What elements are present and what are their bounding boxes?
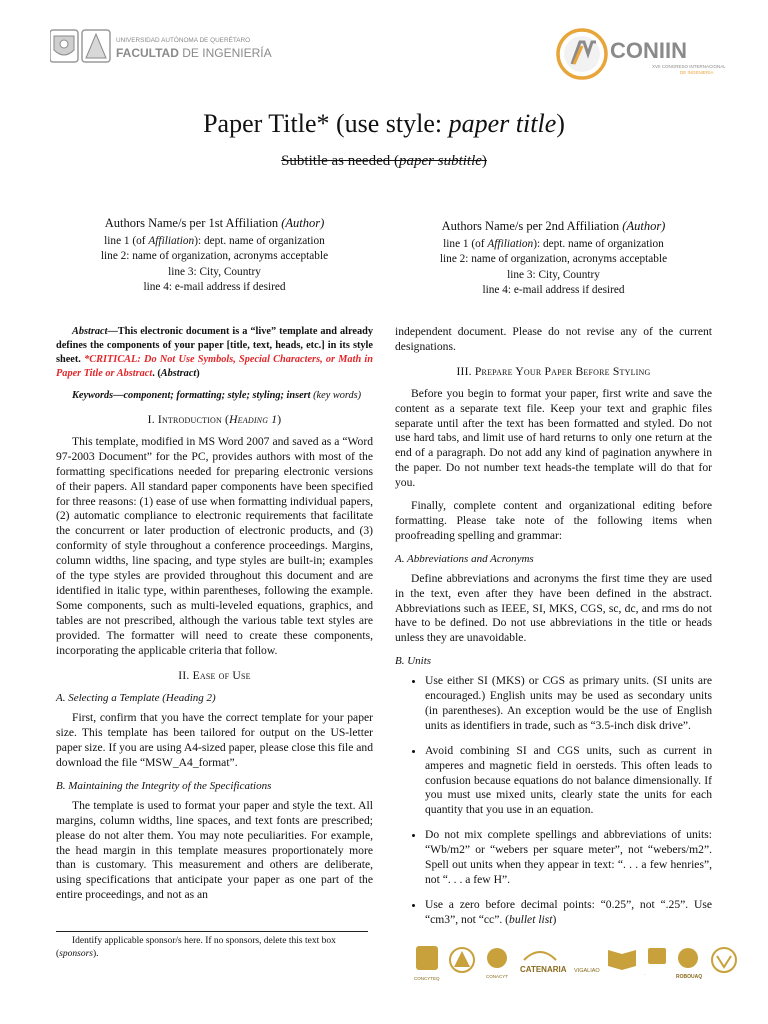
subtitle-style-name: paper subtitle <box>398 153 482 169</box>
svg-text:CONCYTEQ: CONCYTEQ <box>414 976 440 981</box>
author-role: (Author) <box>622 219 666 233</box>
keywords-text: Keywords—component; formatting; style; styling; insert <box>72 390 314 401</box>
faculty-name-rest: DE INGENIERÍA <box>178 46 272 60</box>
svg-text:VIGALIAO: VIGALIAO <box>574 968 600 974</box>
abstract-tag: Abstract <box>160 368 197 379</box>
heading-maintaining-integrity: B. Maintaining the Integrity of the Specifications <box>56 779 272 792</box>
title-close: ) <box>556 109 565 138</box>
concyteq-logo-icon <box>414 946 440 981</box>
coniin-subtitle-1: XVII CONGRESO INTERNACIONAL <box>652 64 726 69</box>
heading-text: I. Introduction ( <box>147 413 230 426</box>
svg-text:FACULTAD DE INGENIERÍA <box>116 45 272 60</box>
robot-emblem-icon <box>644 948 666 977</box>
heading-abbreviations: A. Abbreviations and Acronyms <box>395 552 534 565</box>
faculty-crest-icon <box>82 30 110 62</box>
abstract-label: Abstract <box>72 326 108 337</box>
selecting-template-paragraph: First, confirm that you have the correct template for your paper size. This template has been tailored for output on the US-letter paper size. If you are using A4-sized paper, please close this file and download the file “MSW_A4_format”. <box>56 711 373 770</box>
sponsor-footnote <box>56 935 376 961</box>
keywords <box>56 389 373 403</box>
affil-prefix: line 1 (of <box>443 237 488 250</box>
bullet-close: ) <box>552 912 557 926</box>
author-name-text: Authors Name/s per 2nd Affiliation <box>441 219 623 233</box>
list-item <box>425 898 712 928</box>
author-block-1 <box>56 216 373 296</box>
heading-close: ) <box>277 413 282 426</box>
title-main: Paper Title* (use style: <box>203 109 449 138</box>
abstract-end: . ( <box>152 368 161 379</box>
coniin-logo <box>552 24 742 86</box>
affiliation-line-3: line 3: City, Country <box>507 268 600 281</box>
affiliation-line-3: line 3: City, Country <box>168 265 261 278</box>
svg-text:CATENARIA: CATENARIA <box>520 965 567 974</box>
author-name-2 <box>395 219 712 235</box>
sponsor-logos <box>412 940 742 985</box>
subtitle-main: Subtitle as needed ( <box>281 153 399 169</box>
coniin-emblem-icon <box>558 30 606 78</box>
heading-units: B. Units <box>395 655 432 668</box>
list-item: • Do not mix complete spellings and abbreviations of units: “Wb/m2” or “webers per square meter”, not “webers/m2”. Spell out units when they appear in text: “. . . a few henries”, not “. . . a few H”. <box>425 828 712 888</box>
left-column <box>56 325 373 911</box>
coniin-wordmark: CONIIN <box>610 38 687 63</box>
prepare-paragraph-2: Finally, complete content and organizational editing before formatting. Please take note of the following items when proofreading spelling and grammar: <box>395 499 712 542</box>
footnote-end: ). <box>92 949 99 959</box>
vigaliao-logo-icon <box>574 968 600 974</box>
list-item: • Avoid combining SI and CGS units, such as current in amperes and magnetic field in oersteds. This often leads to confusion because equations do not balance dimensionally. If you must use mixed units, clearly state the units for each quantity that you use in an equation. <box>425 744 712 819</box>
heading-tag: Heading 1 <box>229 413 278 426</box>
keywords-tag: (key words) <box>313 390 362 401</box>
affiliation-line-2: line 2: name of organization, acronyms acceptable <box>439 253 668 265</box>
footnote-tag: sponsors <box>59 949 93 959</box>
paper-title <box>0 108 768 140</box>
affil-prefix: line 1 (of <box>104 234 149 247</box>
abstract-critical-note: *CRITICAL: Do Not Use Symbols, Special Characters, or Math in Paper Title or Abstract <box>56 354 373 379</box>
coniin-subtitle-2: DE INGENIERÍA <box>680 70 714 75</box>
faculty-name-bold: FACULTAD <box>116 46 179 60</box>
prepare-paragraph-1: Before you begin to format your paper, first write and save the content as a separate text file. Keep your text and graphic files separate until after the text has been formatted and styled. Do not use hard tabs, and limit use of hard returns to only one return at the end of a paragraph. Do not add any kind of pagination anywhere in the paper. Do not number text heads-the template will do that for you. <box>395 386 712 490</box>
units-bullet-list <box>395 674 712 928</box>
abstract-close: ) <box>196 368 200 379</box>
heading-ease-of-use: II. Ease of Use <box>178 668 251 682</box>
heading-introduction <box>56 413 373 428</box>
introduction-paragraph: This template, modified in MS Word 2007 and saved as a “Word 97-2003 Document” for the PC, provides authors with most of the formatting specifications needed for preparing electronic versions of their papers. All standard paper components have been specified for three reasons: (1) ease of use when formatting individual papers, (2) automatic compliance to electronic requirements that facilitate the concurrent or later production of electronic products, and (3) conformity of style throughout a conference proceedings. Margins, column widths, line spacing, and type styles are built-in; examples of the type styles are provided throughout this document and are identified in italic type, within parentheses, following the example. Some components, such as multi-leveled equations, graphics, and tables are not prescribed, although the various table text styles are provided. The formatter will need to create these components, incorporating the applicable criteria that follow. <box>56 434 373 657</box>
author-name-1 <box>56 216 373 232</box>
maintaining-integrity-continued: independent document. Please do not revise any of the current designations. <box>395 325 712 353</box>
title-style-name: paper title <box>448 109 557 138</box>
university-name-text: UNIVERSIDAD AUTÓNOMA DE QUERÉTARO <box>116 37 251 44</box>
author-block-2 <box>395 219 712 299</box>
robouaq-logo-icon <box>676 948 702 980</box>
affil-tag: Affiliation <box>487 237 534 250</box>
affiliation-line-1 <box>395 237 712 253</box>
conacyt-logo-icon <box>486 948 508 979</box>
university-seal-icon <box>50 30 78 62</box>
paper-subtitle <box>0 153 768 170</box>
author-name-text: Authors Name/s per 1st Affiliation <box>104 216 282 230</box>
abstract <box>56 325 373 381</box>
svg-text:CONACYT: CONACYT <box>486 974 509 979</box>
affiliation-line-4: line 4: e-mail address if desired <box>143 281 286 293</box>
bullet-tag: bullet list <box>509 912 553 926</box>
heading-selecting-template: A. Selecting a Template (Heading 2) <box>56 692 216 705</box>
seal-emblem-icon <box>712 948 736 972</box>
footnote-text: Identify applicable sponsor/s here. If no sponsors, delete this text box ( <box>56 936 336 959</box>
maintaining-integrity-paragraph: The template is used to format your paper and style the text. All margins, column widths, line spaces, and text fonts are prescribed; please do not alter them. You may note peculiarities. For example, the head margin in this template measures proportionately more than is customary. This measurement and others are deliberate, using specifications that anticipate your paper as one part of the entire proceedings, and not as an <box>56 798 373 902</box>
university-faculty-logo <box>50 28 280 66</box>
book-emblem-icon <box>608 950 636 970</box>
bullet-text: Use a zero before decimal points: “0.25”, not “.25”. Use “cm3”, not “cc”. ( <box>425 897 712 926</box>
right-column <box>395 325 712 938</box>
affil-rest: ): dept. name of organization <box>533 237 664 250</box>
heading-prepare-paper: III. Prepare Your Paper Before Styling <box>456 364 651 378</box>
list-item: • Use either SI (MKS) or CGS as primary units. (SI units are encouraged.) English units may be used as secondary units (in parentheses). An exception would be the use of English units as identifiers in trade, such as “3.5-inch disk drive”. <box>425 674 712 734</box>
affil-rest: ): dept. name of organization <box>194 234 325 247</box>
abbreviations-paragraph: Define abbreviations and acronyms the first time they are used in the text, even after they have been defined in the abstract. Abbreviations such as IEEE, SI, MKS, CGS, sc, dc, and rms do not have to be defined. Do not use abbreviations in the title or heads unless they are unavoidable. <box>395 571 712 645</box>
svg-text:·: · <box>644 972 646 977</box>
author-role: (Author) <box>281 216 325 230</box>
affil-tag: Affiliation <box>148 234 195 247</box>
footnote-divider <box>56 931 368 932</box>
svg-text:ROBOUAQ: ROBOUAQ <box>676 974 703 980</box>
affiliation-line-2: line 2: name of organization, acronyms acceptable <box>100 250 329 262</box>
abstract-text: —This electronic document is a “live” template and already defines the components of your paper [title, text, heads, etc.] in its style sheet. <box>56 326 373 365</box>
subtitle-close: ) <box>481 153 487 169</box>
catenaria-logo-icon <box>520 952 567 974</box>
triangle-emblem-icon <box>450 948 474 972</box>
affiliation-line-1 <box>56 234 373 250</box>
affiliation-line-4: line 4: e-mail address if desired <box>482 284 625 296</box>
